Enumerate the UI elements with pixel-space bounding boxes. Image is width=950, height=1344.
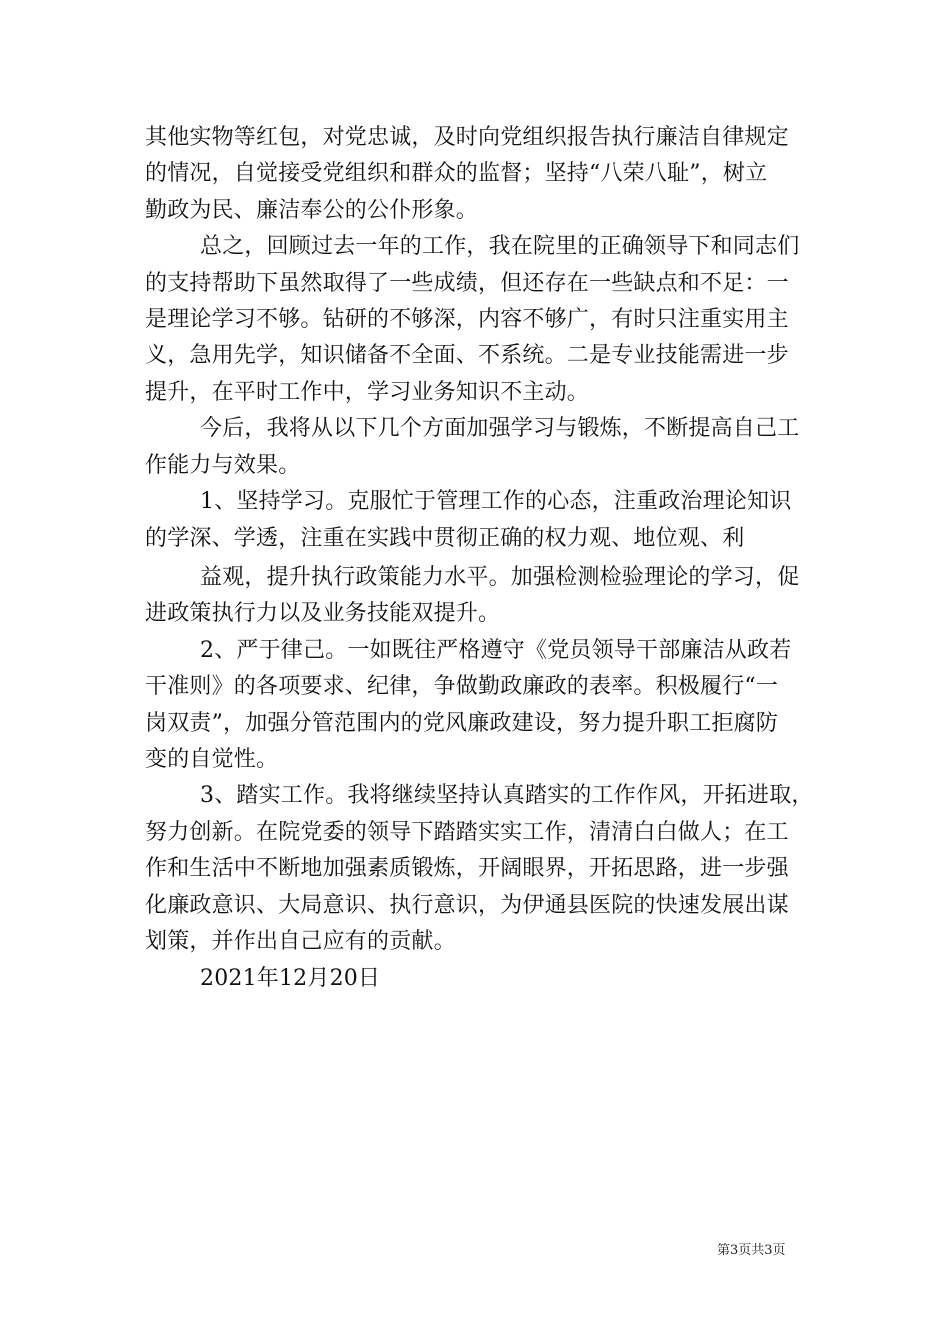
body-line: 的情况，自觉接受党组织和群众的监督；坚持“八荣八耻”，树立	[145, 161, 768, 186]
body-line: 进政策执行力以及业务技能双提升。	[145, 601, 501, 626]
body-line: 是理论学习不够。钻研的不够深，内容不够广，有时只注重实用主	[145, 307, 789, 332]
body-line: 化廉政意识、大局意识、执行意识，为伊通县医院的快速发展出谋	[145, 893, 789, 918]
page-number: 第3页共3页	[717, 1243, 786, 1258]
body-line: 的支持帮助下虽然取得了一些成绩，但还存在一些缺点和不足：一	[145, 271, 789, 296]
body-line: 益观，提升执行政策能力水平。加强检测检验理论的学习，促	[200, 565, 800, 590]
date-line: 2021年12月20日	[200, 966, 381, 991]
body-line: 1、坚持学习。克服忙于管理工作的心态，注重政治理论知识	[200, 489, 792, 514]
body-line: 勤政为民、廉洁奉公的公仆形象。	[145, 198, 479, 223]
body-line: 提升，在平时工作中，学习业务知识不主动。	[145, 380, 590, 405]
body-line: 作和生活中不断地加强素质锻炼，开阔眼界，开拓思路，进一步强	[145, 856, 789, 881]
body-line: 干准则》的各项要求、纪律，争做勤政廉政的表率。积极履行“一	[145, 674, 779, 699]
body-line: 变的自觉性。	[145, 747, 279, 772]
body-line: 总之，回顾过去一年的工作，我在院里的正确领导下和同志们	[200, 234, 800, 259]
body-line: 今后，我将从以下几个方面加强学习与锻炼，不断提高自己工	[200, 416, 800, 441]
body-line: 岗双责”，加强分管范围内的党风廉政建设，努力提升职工拒腐防	[145, 711, 779, 736]
body-line: 努力创新。在院党委的领导下踏踏实实工作，清清白白做人；在工	[145, 820, 789, 845]
body-line: 的学深、学透，注重在实践中贯彻正确的权力观、地位观、利	[145, 526, 745, 551]
body-line: 划策，并作出自己应有的贡献。	[145, 929, 456, 954]
body-line: 2、严于律己。一如既往严格遵守《党员领导干部廉洁从政若	[200, 638, 792, 663]
body-line: 其他实物等红包，对党忠诚，及时向党组织报告执行廉洁自律规定	[145, 125, 789, 150]
body-line: 3、踏实工作。我将继续坚持认真踏实的工作作风，开拓进取，	[200, 783, 814, 808]
body-line: 义，急用先学，知识储备不全面、不系统。二是专业技能需进一步	[145, 343, 789, 368]
body-line: 作能力与效果。	[145, 453, 301, 478]
